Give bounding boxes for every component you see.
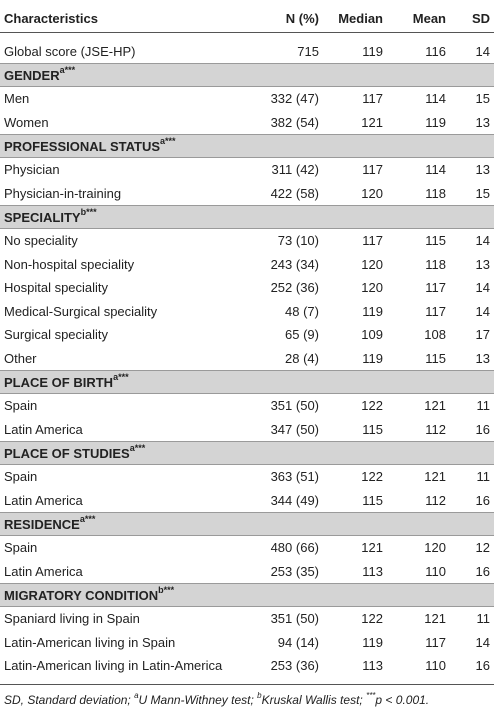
row-median: 122	[361, 611, 383, 627]
row-n: 243 (34)	[270, 256, 319, 272]
table-row	[0, 276, 494, 300]
row-label: Global score (JSE-HP)	[4, 43, 136, 59]
row-n: 351 (50)	[270, 611, 319, 627]
section-test-marker: a***	[160, 136, 176, 147]
footnote-a: U Mann-Withney test;	[138, 693, 258, 707]
row-n: 253 (35)	[270, 563, 319, 579]
row-n: 332 (47)	[270, 91, 319, 107]
row-label: Other	[4, 350, 37, 366]
row-sd: 13	[475, 162, 490, 178]
row-sd: 14	[475, 634, 490, 650]
row-median: 120	[361, 280, 383, 296]
row-median: 120	[361, 256, 383, 272]
table-row	[0, 300, 494, 324]
row-n: 347 (50)	[270, 421, 319, 437]
section-header	[0, 371, 494, 394]
section-test-marker: a***	[59, 65, 76, 76]
row-mean: 118	[425, 185, 446, 201]
row-mean: 117	[425, 280, 446, 296]
row-label: Spain	[4, 469, 38, 485]
footnote-a-sup: a	[134, 691, 139, 700]
section-test-marker: a***	[129, 443, 146, 454]
section-header	[0, 513, 494, 536]
section-title-cell	[0, 64, 494, 87]
row-sd: 13	[475, 114, 490, 130]
row-mean: 116	[425, 43, 446, 59]
row-mean: 121	[424, 398, 446, 414]
row-n: 94 (14)	[277, 634, 319, 650]
section-title-cell	[0, 513, 494, 536]
table-row	[0, 111, 494, 135]
row-label: Latin America	[4, 421, 83, 437]
section-title-cell	[0, 584, 494, 607]
row-mean: 119	[425, 114, 446, 130]
table-row	[0, 465, 494, 489]
header-sd: SD	[450, 4, 494, 33]
section-header	[0, 135, 494, 158]
section-test-marker: b***	[158, 585, 175, 596]
row-median: 113	[362, 563, 383, 579]
row-label: Hospital speciality	[4, 280, 109, 296]
row-median: 119	[362, 303, 383, 319]
section-title: PLACE OF BIRTH	[4, 374, 114, 390]
table-row	[0, 87, 494, 111]
table-footnote	[4, 693, 429, 707]
row-n: 715	[297, 43, 319, 59]
row-median: 117	[362, 162, 383, 178]
row-median: 119	[362, 43, 383, 59]
row-sd: 13	[475, 350, 490, 366]
header-mean: Mean	[387, 4, 450, 33]
row-label: Spain	[4, 398, 38, 414]
row-label: Physician	[4, 162, 60, 178]
row-median: 115	[362, 492, 383, 508]
row-mean: 117	[425, 303, 446, 319]
row-sd: 11	[476, 398, 490, 414]
section-header	[0, 584, 494, 607]
row-sd: 12	[475, 540, 490, 556]
row-sd: 16	[475, 563, 490, 579]
row-n: 351 (50)	[270, 398, 319, 414]
section-test-marker: b***	[80, 207, 97, 218]
row-n: 363 (51)	[270, 469, 319, 485]
footnote-p-sup: ***	[366, 691, 376, 700]
row-mean: 121	[424, 611, 446, 627]
footnote-b: Kruskal Wallis test;	[261, 693, 367, 707]
row-label: Medical-Surgical speciality	[4, 303, 158, 319]
table-row	[0, 560, 494, 584]
section-title: MIGRATORY CONDITION	[4, 587, 159, 603]
row-label: Men	[4, 91, 30, 107]
section-title: GENDER	[4, 67, 60, 83]
row-label: Latin-American living in Spain	[4, 634, 176, 650]
section-title: PLACE OF STUDIES	[4, 445, 130, 461]
row-n: 252 (36)	[270, 280, 319, 296]
row-median: 113	[362, 658, 383, 674]
section-test-marker: a***	[113, 372, 129, 383]
section-title: RESIDENCE	[4, 516, 80, 532]
section-header	[0, 64, 494, 87]
row-mean: 120	[424, 540, 446, 556]
table-row	[0, 631, 494, 655]
row-n: 48 (7)	[285, 303, 319, 319]
row-median: 115	[362, 421, 383, 437]
row-mean: 110	[425, 658, 446, 674]
row-sd: 11	[476, 469, 490, 485]
section-title: PROFESSIONAL STATUS	[4, 138, 161, 154]
row-n: 382 (54)	[270, 114, 319, 130]
header-row	[0, 4, 494, 33]
characteristics-table	[0, 4, 494, 678]
row-mean: 115	[425, 233, 446, 249]
section-title: SPECIALITY	[4, 209, 81, 225]
table-bottom-rule	[0, 684, 494, 685]
row-n: 344 (49)	[270, 492, 319, 508]
row-mean: 110	[425, 563, 446, 579]
header-n: N (%)	[236, 4, 323, 33]
section-header	[0, 442, 494, 465]
row-n: 311 (42)	[271, 162, 319, 178]
row-label: Physician-in-training	[4, 185, 122, 201]
row-mean: 114	[425, 162, 446, 178]
table-row	[0, 394, 494, 418]
table-row	[0, 182, 494, 206]
row-label: No speciality	[4, 233, 78, 249]
row-median: 122	[361, 398, 383, 414]
row-label: Latin America	[4, 563, 83, 579]
row-mean: 112	[425, 421, 446, 437]
header-characteristics: Characteristics	[0, 4, 236, 33]
row-sd: 16	[475, 658, 490, 674]
row-median: 119	[362, 350, 383, 366]
row-n: 28 (4)	[285, 350, 319, 366]
row-mean: 121	[424, 469, 446, 485]
row-sd: 14	[475, 280, 490, 296]
footnote-b-sup: b	[257, 691, 262, 700]
section-title-cell	[0, 206, 494, 229]
row-mean: 112	[425, 492, 446, 508]
row-label: Latin America	[4, 492, 83, 508]
row-sd: 13	[475, 256, 490, 272]
row-median: 122	[361, 469, 383, 485]
header-median: Median	[323, 4, 387, 33]
row-label: Latin-American living in Latin-America	[4, 658, 223, 674]
table-row	[0, 158, 494, 182]
row-label: Spain	[4, 540, 38, 556]
row-median: 121	[361, 540, 383, 556]
row-median: 117	[362, 233, 383, 249]
section-header	[0, 206, 494, 229]
row-n: 422 (58)	[270, 185, 319, 201]
row-mean: 117	[425, 634, 446, 650]
row-median: 120	[361, 185, 383, 201]
row-sd: 17	[475, 327, 490, 343]
row-sd: 14	[475, 303, 490, 319]
table-row	[0, 489, 494, 513]
row-median: 121	[361, 114, 383, 130]
row-mean: 108	[424, 327, 446, 343]
row-sd: 16	[475, 492, 490, 508]
table-row	[0, 229, 494, 253]
table-row	[0, 536, 494, 560]
row-median: 117	[362, 91, 383, 107]
row-label: Spaniard living in Spain	[4, 611, 140, 627]
table-row	[0, 654, 494, 678]
row-median: 109	[361, 327, 383, 343]
table-row	[0, 253, 494, 277]
row-sd: 11	[476, 611, 490, 627]
row-sd: 15	[475, 91, 490, 107]
row-n: 253 (36)	[270, 658, 319, 674]
row-sd: 14	[475, 233, 490, 249]
table-row	[0, 323, 494, 347]
table-row	[0, 418, 494, 442]
section-title-cell	[0, 442, 494, 465]
row-mean: 118	[425, 256, 446, 272]
row-n: 480 (66)	[270, 540, 319, 556]
table-row	[0, 607, 494, 631]
row-n: 65 (9)	[285, 327, 319, 343]
row-label: Surgical speciality	[4, 327, 109, 343]
row-label: Non-hospital speciality	[4, 256, 135, 272]
row-sd: 14	[475, 43, 490, 59]
section-title-cell	[0, 135, 494, 158]
row-label: Women	[4, 114, 49, 130]
row-mean: 114	[425, 91, 446, 107]
section-title-cell	[0, 371, 494, 394]
row-sd: 15	[475, 185, 490, 201]
footnote-p: p < 0.001.	[375, 693, 430, 707]
row-median: 119	[362, 634, 383, 650]
section-test-marker: a***	[79, 514, 96, 525]
footnote-sd: SD, Standard deviation;	[4, 693, 135, 707]
row-mean: 115	[425, 350, 446, 366]
table-row	[0, 347, 494, 371]
row-sd: 16	[475, 421, 490, 437]
row-n: 73 (10)	[277, 233, 319, 249]
table-row	[0, 33, 494, 64]
